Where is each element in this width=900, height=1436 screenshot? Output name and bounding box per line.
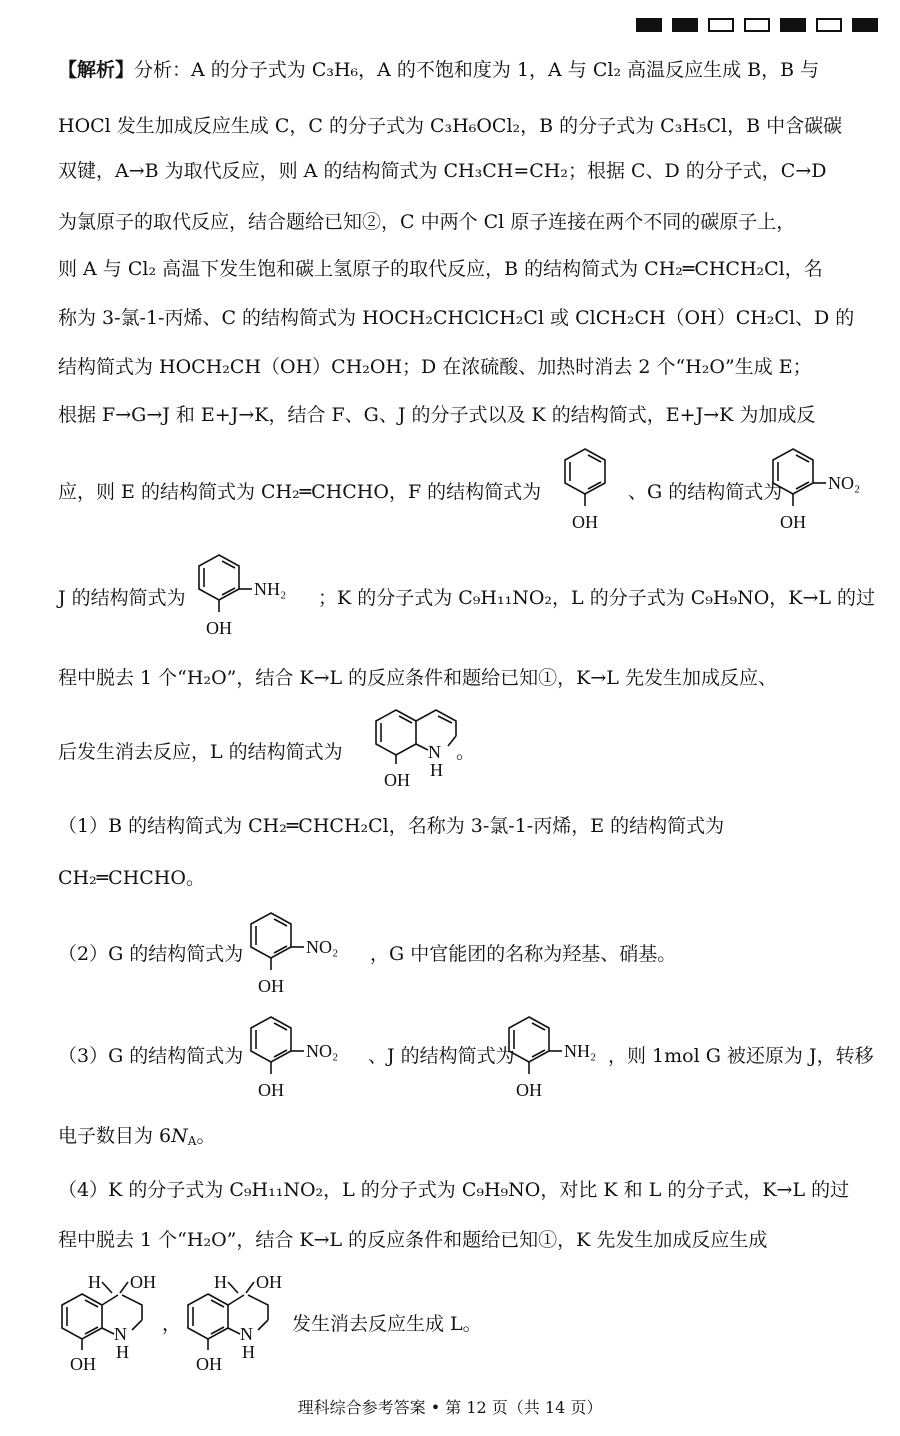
text-line: 发生消去反应生成 L。 (292, 1313, 482, 1335)
svg-text:H: H (430, 760, 443, 780)
text-line: HOCl 发生加成反应生成 C，C 的分子式为 C₃H₆OCl₂，B 的分子式为 C₃H₅Cl，B 中含碳碳 (58, 115, 843, 137)
text-line: 后发生消去反应，L 的结构简式为 (58, 741, 343, 763)
text-line: 双键，A→B 为取代反应，则 A 的结构简式为 CH₃CH=CH₂；根据 C、D 的分子式，C→D (58, 160, 827, 182)
header-mark (672, 18, 698, 32)
svg-text:H: H (116, 1342, 129, 1362)
text-line: 为氯原子的取代反应，结合题给已知②，C 中两个 Cl 原子连接在两个不同的碳原子上， (58, 211, 796, 233)
text-line: ，则 1mol G 被还原为 J，转移 (608, 1045, 874, 1067)
header-mark (816, 18, 842, 32)
header-mark (852, 18, 878, 32)
svg-text:H: H (214, 1272, 227, 1292)
analysis-tag: 【解析】 (58, 59, 135, 81)
structure-aminophenol (194, 552, 314, 656)
svg-text:NH₂: NH₂ (564, 1041, 597, 1061)
svg-text:OH: OH (196, 1354, 222, 1374)
svg-text:OH: OH (572, 512, 598, 532)
svg-text:N: N (428, 742, 441, 762)
svg-text:OH: OH (780, 512, 806, 532)
text-line: 电子数目为 $6N_A$。 (58, 1125, 216, 1148)
text-line: ；K 的分子式为 C₉H₁₁NO₂，L 的分子式为 C₉H₉NO，K→L 的过 (318, 587, 876, 609)
svg-text:H: H (242, 1342, 255, 1362)
text-line: 根据 F→G→J 和 E+J→K，结合 F、G、J 的分子式以及 K 的结构简式，E+J→K 为加成反 (58, 404, 816, 426)
svg-text:OH: OH (70, 1354, 96, 1374)
text-line: 。 (456, 741, 476, 763)
text-line: 称为 3-氯-1-丙烯、C 的结构简式为 HOCH₂CHClCH₂Cl 或 ClCH₂CH（OH）CH₂Cl、D 的 (58, 307, 855, 329)
header-mark (636, 18, 662, 32)
svg-text:NO₂: NO₂ (306, 937, 339, 957)
svg-text:NH₂: NH₂ (254, 579, 287, 599)
structure-intermediate (58, 1268, 168, 1382)
structure-nitrophenol (768, 446, 888, 550)
structure-nitrophenol (246, 1014, 366, 1118)
svg-text:H: H (88, 1272, 101, 1292)
text-line: （3）G 的结构简式为 (58, 1045, 244, 1067)
text-line (58, 58, 819, 82)
structure-phenol (560, 446, 620, 550)
text-line: ，G 中官能团的名称为羟基、硝基。 (370, 943, 677, 965)
page-footer: 理科综合参考答案 • 第 12 页（共 14 页） (297, 1398, 603, 1417)
text-line: 则 A 与 Cl₂ 高温下发生饱和碳上氢原子的取代反应，B 的结构简式为 CH₂═CHCH₂Cl，名 (58, 258, 823, 280)
header-marks (636, 18, 878, 32)
text-line: 程中脱去 1 个“H₂O”，结合 K→L 的反应条件和题给已知①，K→L 先发生加成反应、 (58, 667, 777, 689)
text-line: 、J 的结构简式为 (368, 1045, 515, 1067)
structure-L (372, 706, 472, 806)
text-line: （4）K 的分子式为 C₉H₁₁NO₂，L 的分子式为 C₉H₉NO，对比 K 和 L 的分子式，K→L 的过 (58, 1179, 850, 1201)
text-line: J 的结构简式为 (58, 587, 186, 609)
text-line: 应，则 E 的结构简式为 CH₂═CHCHO，F 的结构简式为 (58, 481, 542, 503)
header-mark (744, 18, 770, 32)
header-mark (780, 18, 806, 32)
svg-text:NO₂: NO₂ (828, 473, 861, 493)
text-line: （1）B 的结构简式为 CH₂═CHCH₂Cl，名称为 3-氯-1-丙烯，E 的结构简式为 (58, 815, 725, 837)
svg-text:OH: OH (130, 1272, 156, 1292)
svg-text:OH: OH (384, 770, 410, 790)
svg-text:OH: OH (206, 618, 232, 638)
svg-text:OH: OH (258, 1080, 284, 1100)
text: 分析：A 的分子式为 C₃H₆，A 的不饱和度为 1，A 与 Cl₂ 高温反应生成 B，B 与 (134, 59, 820, 81)
svg-text:NO₂: NO₂ (306, 1041, 339, 1061)
structure-aminophenol (504, 1014, 624, 1118)
text-line: ， (162, 1313, 182, 1335)
structure-intermediate (184, 1268, 294, 1382)
text-line: 程中脱去 1 个“H₂O”，结合 K→L 的反应条件和题给已知①，K 先发生加成反应生成 (58, 1229, 768, 1251)
text-line: 、G 的结构简式为 (628, 481, 783, 503)
text-line: 结构简式为 HOCH₂CH（OH）CH₂OH；D 在浓硫酸、加热时消去 2 个“H₂O”生成 E； (58, 356, 812, 378)
svg-text:N: N (114, 1324, 127, 1344)
header-mark (708, 18, 734, 32)
svg-text:OH: OH (258, 976, 284, 996)
text-line: CH₂═CHCHO。 (58, 867, 205, 889)
svg-text:OH: OH (516, 1080, 542, 1100)
svg-text:N: N (240, 1324, 253, 1344)
text-line: （2）G 的结构简式为 (58, 943, 244, 965)
svg-text:OH: OH (256, 1272, 282, 1292)
structure-nitrophenol (246, 910, 366, 1014)
